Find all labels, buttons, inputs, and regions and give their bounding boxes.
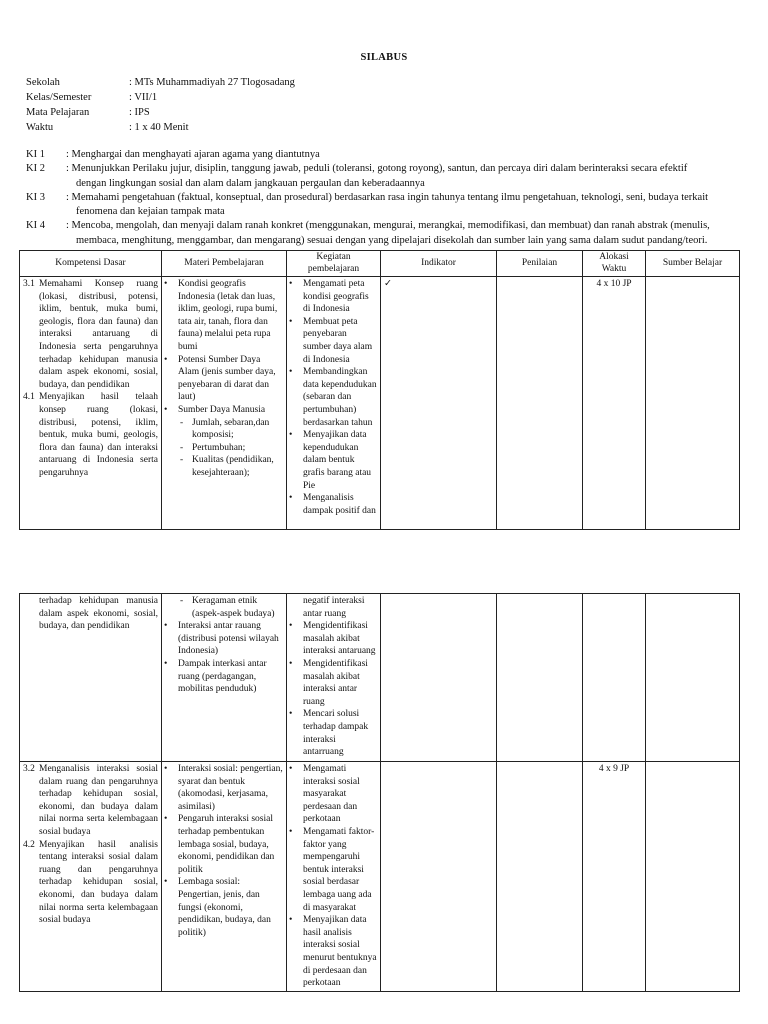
ki-code: KI 4 [26,220,45,232]
ki-item [26,162,761,191]
alokasi-cell: 4 x 10 JP [583,277,646,530]
ki-code: KI 3 [26,191,45,203]
syllabus-table-page1 [19,250,740,530]
header-penilaian: Penilaian [497,251,583,277]
list-item: • Interaksi antar rauang (distribusi potensi wilayah Indonesia) [165,620,283,658]
kd-cell [20,594,162,762]
kegiatan-cell [287,277,381,530]
ki-text: : Mencoba, mengolah, dan menyaji dalam ranah konkret (menggunakan, mengurai, merangkai, memodifikasi, dan membuat) dan ranah abstrak (menulis, [66,220,710,232]
kd-number: 3.1 [23,279,35,289]
penilaian-cell [497,277,583,530]
sumber-cell [646,277,740,530]
list-item [165,404,283,480]
ki-text-cont: membaca, menghitung, menggambar, dan mengarang) sesuai dengan yang dipelajari disekolah dan sumber lain yang sama dalam sudut pandang/teori. [76,234,708,246]
list-item: • Potensi Sumber Daya Alam (jenis sumber daya, penyebaran di darat dan laut) [165,354,283,404]
list-item: • Lembaga sosial: Pengertian, jenis, dan fungsi (ekonomi, pendidikan, budaya, dan politik) [165,876,283,939]
core-competencies [26,148,761,248]
info-row-waktu [26,120,295,135]
kd-text: terhadap kehidupan manusia dalam aspek ekonomi, sosial, budaya, dan pendidikan [39,596,158,632]
info-value: : VII/1 [129,92,158,103]
kd-number: 4.2 [23,839,35,850]
sub-item: - Jumlah, sebaran,dan komposisi; [178,417,283,442]
ki-text-cont: dengan lingkungan sosial dan alam dalam jangkauan pergaulan dan keberadaannya [76,177,425,189]
kegiatan-cell [287,594,381,762]
header-indikator: Indikator [381,251,497,277]
kd-text: Memahami Konsep ruang (lokasi, distribusi, potensi, iklim, bentuk, muka bumi, geologis, flora dan fauna) dan interaksi antaruang di Indonesia serta pengaruhnya terhadap kehidupan manusia dalam aspek ekonomi, sosial, budaya, dan pendidikan [39,279,158,390]
materi-cell [162,594,287,762]
table-row [20,277,740,530]
table-row [20,762,740,992]
ki-text-cont: fenomena dan kejaian tampak mata [76,206,225,218]
indikator-cell [381,762,497,992]
kd-text: Menyajikan hasil telaah konsep ruang (lokasi, distribusi, potensi, iklim, bentuk, muka bumi, geologis, flora dan fauna) dan interaksi antaruang di Indonesia serta pengaruhnya [39,392,158,478]
penilaian-cell [497,762,583,992]
ki-item [26,219,761,248]
sub-item: - Pertumbuhan; [178,442,283,455]
info-label: Waktu [26,122,54,133]
list-item: • Pengaruh interaksi sosial terhadap pembentukan lembaga sosial, budaya, ekonomi, pendidikan dan politik [165,813,283,876]
list-item: • Dampak interkasi antar ruang (perdagangan, mobilitas penduduk) [165,658,283,696]
ki-item [26,148,761,162]
list-item: • Mengamati peta kondisi geografis di Indonesia [290,278,377,316]
list-item-continued: negatif interaksi antar ruang [303,596,365,619]
info-value: : MTs Muhammadiyah 27 Tlogosadang [129,77,295,88]
info-label: Mata Pelajaran [26,107,90,118]
page-title: SILABUS [360,52,408,63]
indikator-cell [381,594,497,762]
list-item: • Menyajikan data hasil analisis interaksi sosial menurut bentuknya di perdesaan dan perkotaan [290,914,377,990]
info-label: Sekolah [26,77,60,88]
kd-cell [20,277,162,530]
kd-number: 4.1 [23,392,35,403]
header-kd: Kompetensi Dasar [20,251,162,277]
ki-code: KI 1 [26,149,45,160]
list-item: • Mengamati interaksi sosial masyarakat perdesaan dan perkotaan [290,763,377,826]
list-item: • Membuat peta penyebaran sumber daya alam di Indonesia [290,316,377,366]
header-materi: Materi Pembelajaran [162,251,287,277]
checkmark-icon: ✓ [384,279,392,289]
list-item-text: Sumber Daya Manusia [178,404,266,415]
materi-cell [162,762,287,992]
list-item: • Mengidentifikasi masalah akibat interaksi antaruang [290,620,377,658]
identity-block [26,75,295,135]
ki-item [26,191,761,220]
table-row [20,594,740,762]
list-item: • Interaksi sosial: pengertian, syarat dan bentuk (akomodasi, kerjasama, asimilasi) [165,763,283,813]
alokasi-cell: 4 x 9 JP [583,762,646,992]
sub-item: - Kualitas (pendidikan, kesejahteraan); [178,454,283,479]
ki-text: : Menghargai dan menghayati ajaran agama yang diantutnya [66,149,320,160]
ki-text: : Menunjukkan Perilaku jujur, disiplin, tanggung jawab, peduli (toleransi, gotong royong), santun, dan percaya diri dalam berinteraksi secara efektif [66,163,688,175]
kd-text: Menganalisis interaksi sosial dalam ruang dan pengaruhnya terhadap kehidupan sosial, ekonomi, dan budaya dalam nilai norma serta kelembagaan sosial budaya [39,764,158,837]
sub-item: - Keragaman etnik (aspek-aspek budaya) [178,595,283,620]
syllabus-table-page2 [19,593,740,992]
kd-cell [20,762,162,992]
ki-code: KI 2 [26,163,45,175]
info-value: : IPS [129,107,150,118]
header-sumber: Sumber Belajar [646,251,740,277]
list-item: • Membandingkan data kependudukan (sebaran dan pertumbuhan) berdasarkan tahun [290,366,377,429]
info-row-mapel [26,105,295,120]
header-kegiatan: Kegiatan pembelajaran [287,251,381,277]
kd-text: Menyajikan hasil analisis tentang interaksi sosial dalam ruang dan pengaruhnya terhadap kehidupan sosial, ekonomi, dan budaya dalam nilai norma serta kelembagaan sosial budaya [39,839,158,926]
info-row-sekolah [26,75,295,90]
list-item: • Menyajikan data kependudukan dalam bentuk grafis barang atau Pie [290,429,377,492]
list-item: • Mencari solusi terhadap dampak interaksi antarruang [290,708,377,758]
info-value: : 1 x 40 Menit [129,122,189,133]
kegiatan-cell [287,762,381,992]
sumber-cell [646,762,740,992]
list-item: • Mengamati faktor-faktor yang mempengaruhi bentuk interaksi sosial berdasar lembaga uang ada di masyarakat [290,826,377,914]
list-item: • Menganalisis dampak positif dan [290,492,377,517]
penilaian-cell [497,594,583,762]
alokasi-cell [583,594,646,762]
kd-number: 3.2 [23,764,35,774]
list-item: • Kondisi geografis Indonesia (letak dan luas, iklim, geologi, rupa bumi, tata air, tanah, flora dan fauna) melalui peta rupa bumi [165,278,283,354]
materi-cell [162,277,287,530]
indikator-cell [381,277,497,530]
sumber-cell [646,594,740,762]
ki-text: : Memahami pengetahuan (faktual, konseptual, dan prosedural) berdasarkan rasa ingin tahunya tentang ilmu pengetahuan, teknologi, seni, budaya terkait [66,191,709,203]
list-item: • Mengidentifikasi masalah akibat interaksi antar ruang [290,658,377,708]
info-label: Kelas/Semester [26,92,92,103]
table-header-row [20,251,740,277]
info-row-kelas [26,90,295,105]
header-alokasi: Alokasi Waktu [583,251,646,277]
